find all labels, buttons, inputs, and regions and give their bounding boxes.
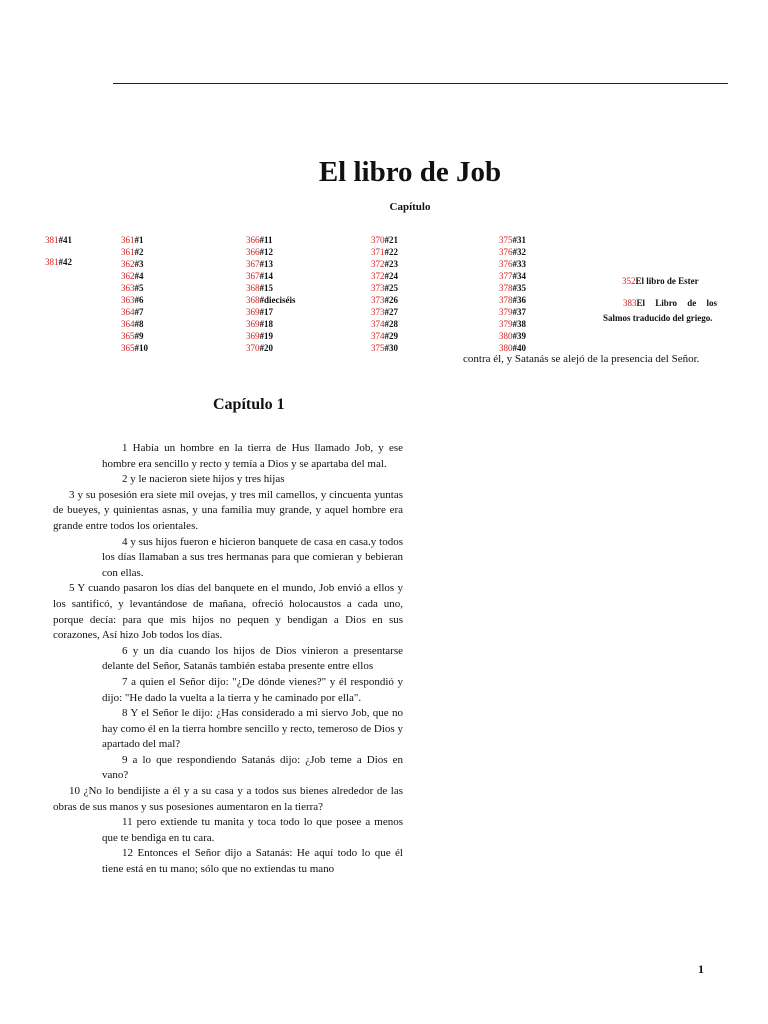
toc-entry[interactable]: 371#22 xyxy=(371,247,398,257)
toc-column-a xyxy=(45,234,72,278)
toc-entry[interactable]: 368#15 xyxy=(246,283,273,293)
verse: 9 a lo que respondiendo Satanás dijo: ¿Job teme a Dios en vano? xyxy=(102,753,403,782)
verse: 12 Entonces el Señor dijo a Satanás: He aquí todo lo que él tiene está en tu mano; sólo que no extiendas tu mano xyxy=(102,847,403,876)
toc-entry[interactable]: 373#26 xyxy=(371,295,398,305)
toc-entry[interactable]: 372#23 xyxy=(371,259,398,269)
toc-entry[interactable]: 376#33 xyxy=(499,259,526,269)
toc-entry[interactable]: 381#41 xyxy=(45,235,72,245)
verse: 5 Y cuando pasaron los días del banquete en el mundo, Job envió a ellos y los santificó, y levantándose de mañana, ofreció holocaustos a cada uno, porque decía: para que mis hijos no pequen y bendigan a Dios en sus corazones, Así hizo Job todos los días. xyxy=(53,582,403,642)
toc-column-e xyxy=(499,234,526,354)
toc-entry[interactable]: 366#12 xyxy=(246,247,273,257)
toc-entry[interactable]: 365#9 xyxy=(121,331,144,341)
continuation-text: contra él, y Satanás se alejó de la presencia del Señor. xyxy=(463,353,700,365)
toc-column-c xyxy=(246,234,296,354)
toc-entry[interactable]: 375#30 xyxy=(371,343,398,353)
toc-entry[interactable]: 364#7 xyxy=(121,307,144,317)
verse: 2 y le nacieron siete hijos y tres hijas xyxy=(122,473,285,486)
toc-entry[interactable]: 369#19 xyxy=(246,331,273,341)
toc-entry[interactable]: 364#8 xyxy=(121,319,144,329)
header-rule xyxy=(113,83,728,84)
toc-entry[interactable]: 370#20 xyxy=(246,343,273,353)
page-number: 1 xyxy=(698,962,704,976)
toc-column-d xyxy=(371,234,398,354)
verse: 4 y sus hijos fueron e hicieron banquete de casa en casa.y todos los días llamaban a sus tres hermanas para que comieran y bebieran con ellas. xyxy=(102,535,403,579)
toc-entry[interactable]: 377#34 xyxy=(499,271,526,281)
toc-entry[interactable]: 362#4 xyxy=(121,271,144,281)
toc-entry[interactable]: 379#38 xyxy=(499,319,526,329)
toc-side-entry-salmos[interactable]: 383El Libro de los Salmos traducido del griego. xyxy=(603,298,717,323)
verse: 10 ¿No lo bendijiste a él y a su casa y a todos sus bienes alrededor de las obras de sus manos y sus posesiones aumentaron en la tierra? xyxy=(53,785,403,813)
toc-entry[interactable]: 380#39 xyxy=(499,331,526,341)
toc-entry[interactable]: 363#5 xyxy=(121,283,144,293)
verse: 3 y su posesión era siete mil ovejas, y tres mil camellos, y cincuenta yuntas de bueyes, y quinientas asnas, y una familia muy grande, y aquel hombre era grande entre todos los orientales. xyxy=(53,488,403,532)
toc-entry[interactable]: 366#11 xyxy=(246,235,273,245)
toc-entry[interactable]: 378#36 xyxy=(499,295,526,305)
toc-heading: Capítulo xyxy=(389,201,431,213)
toc-entry[interactable]: 376#32 xyxy=(499,247,526,257)
toc-entry[interactable]: 365#10 xyxy=(121,343,148,353)
toc-entry[interactable]: 378#35 xyxy=(499,283,526,293)
toc-entry[interactable]: 379#37 xyxy=(499,307,526,317)
toc-entry[interactable]: 362#3 xyxy=(121,259,144,269)
toc-entry[interactable]: 381#42 xyxy=(45,257,72,267)
toc-entry[interactable]: 373#27 xyxy=(371,307,398,317)
toc-entry[interactable]: 361#1 xyxy=(121,235,144,245)
toc-entry[interactable]: 369#18 xyxy=(246,319,273,329)
verse: 6 y un día cuando los hijos de Dios vinieron a presentarse delante del Señor, Satanás también estaba presente entre ellos xyxy=(102,644,403,673)
toc-entry[interactable]: 367#14 xyxy=(246,271,273,281)
toc-entry[interactable]: 374#28 xyxy=(371,319,398,329)
verse: 11 pero extiende tu manita y toca todo lo que posee a menos que te bendiga en tu cara. xyxy=(102,816,403,844)
toc-entry[interactable]: 372#24 xyxy=(371,271,398,281)
toc-entry[interactable]: 361#2 xyxy=(121,247,144,257)
toc-entry[interactable]: 374#29 xyxy=(371,331,398,341)
verse: 8 Y el Señor le dijo: ¿Has considerado a mi siervo Job, que no hay como él en la tierra hombre sencillo y recto, temeroso de Dios y apartado del mal? xyxy=(102,707,403,751)
toc-entry[interactable]: 370#21 xyxy=(371,235,398,245)
verse: 1 Había un hombre en la tierra de Hus llamado Job, y ese hombre era sencillo y recto y temía a Dios y se apartaba del mal. xyxy=(102,442,403,470)
toc-column-b xyxy=(121,234,148,354)
toc-entry[interactable]: 363#6 xyxy=(121,295,144,305)
toc-entry[interactable]: 380#40 xyxy=(499,343,526,353)
verse: 7 a quien el Señor dijo: "¿De dónde vienes?" y él respondió y dijo: "He dado la vuelta a la tierra y he caminado por ella". xyxy=(102,675,403,704)
chapter-body xyxy=(53,441,403,878)
chapter-heading: Capítulo 1 xyxy=(213,396,285,413)
toc-entry[interactable]: 367#13 xyxy=(246,259,273,269)
page-title: El libro de Job xyxy=(318,156,502,188)
toc-entry[interactable]: 369#17 xyxy=(246,307,273,317)
toc-entry[interactable]: 375#31 xyxy=(499,235,526,245)
toc-entry[interactable]: 373#25 xyxy=(371,283,398,293)
toc-entry[interactable]: 368#dieciséis xyxy=(246,295,296,305)
toc-side-entry-ester[interactable]: 352El libro de Ester xyxy=(622,276,699,286)
